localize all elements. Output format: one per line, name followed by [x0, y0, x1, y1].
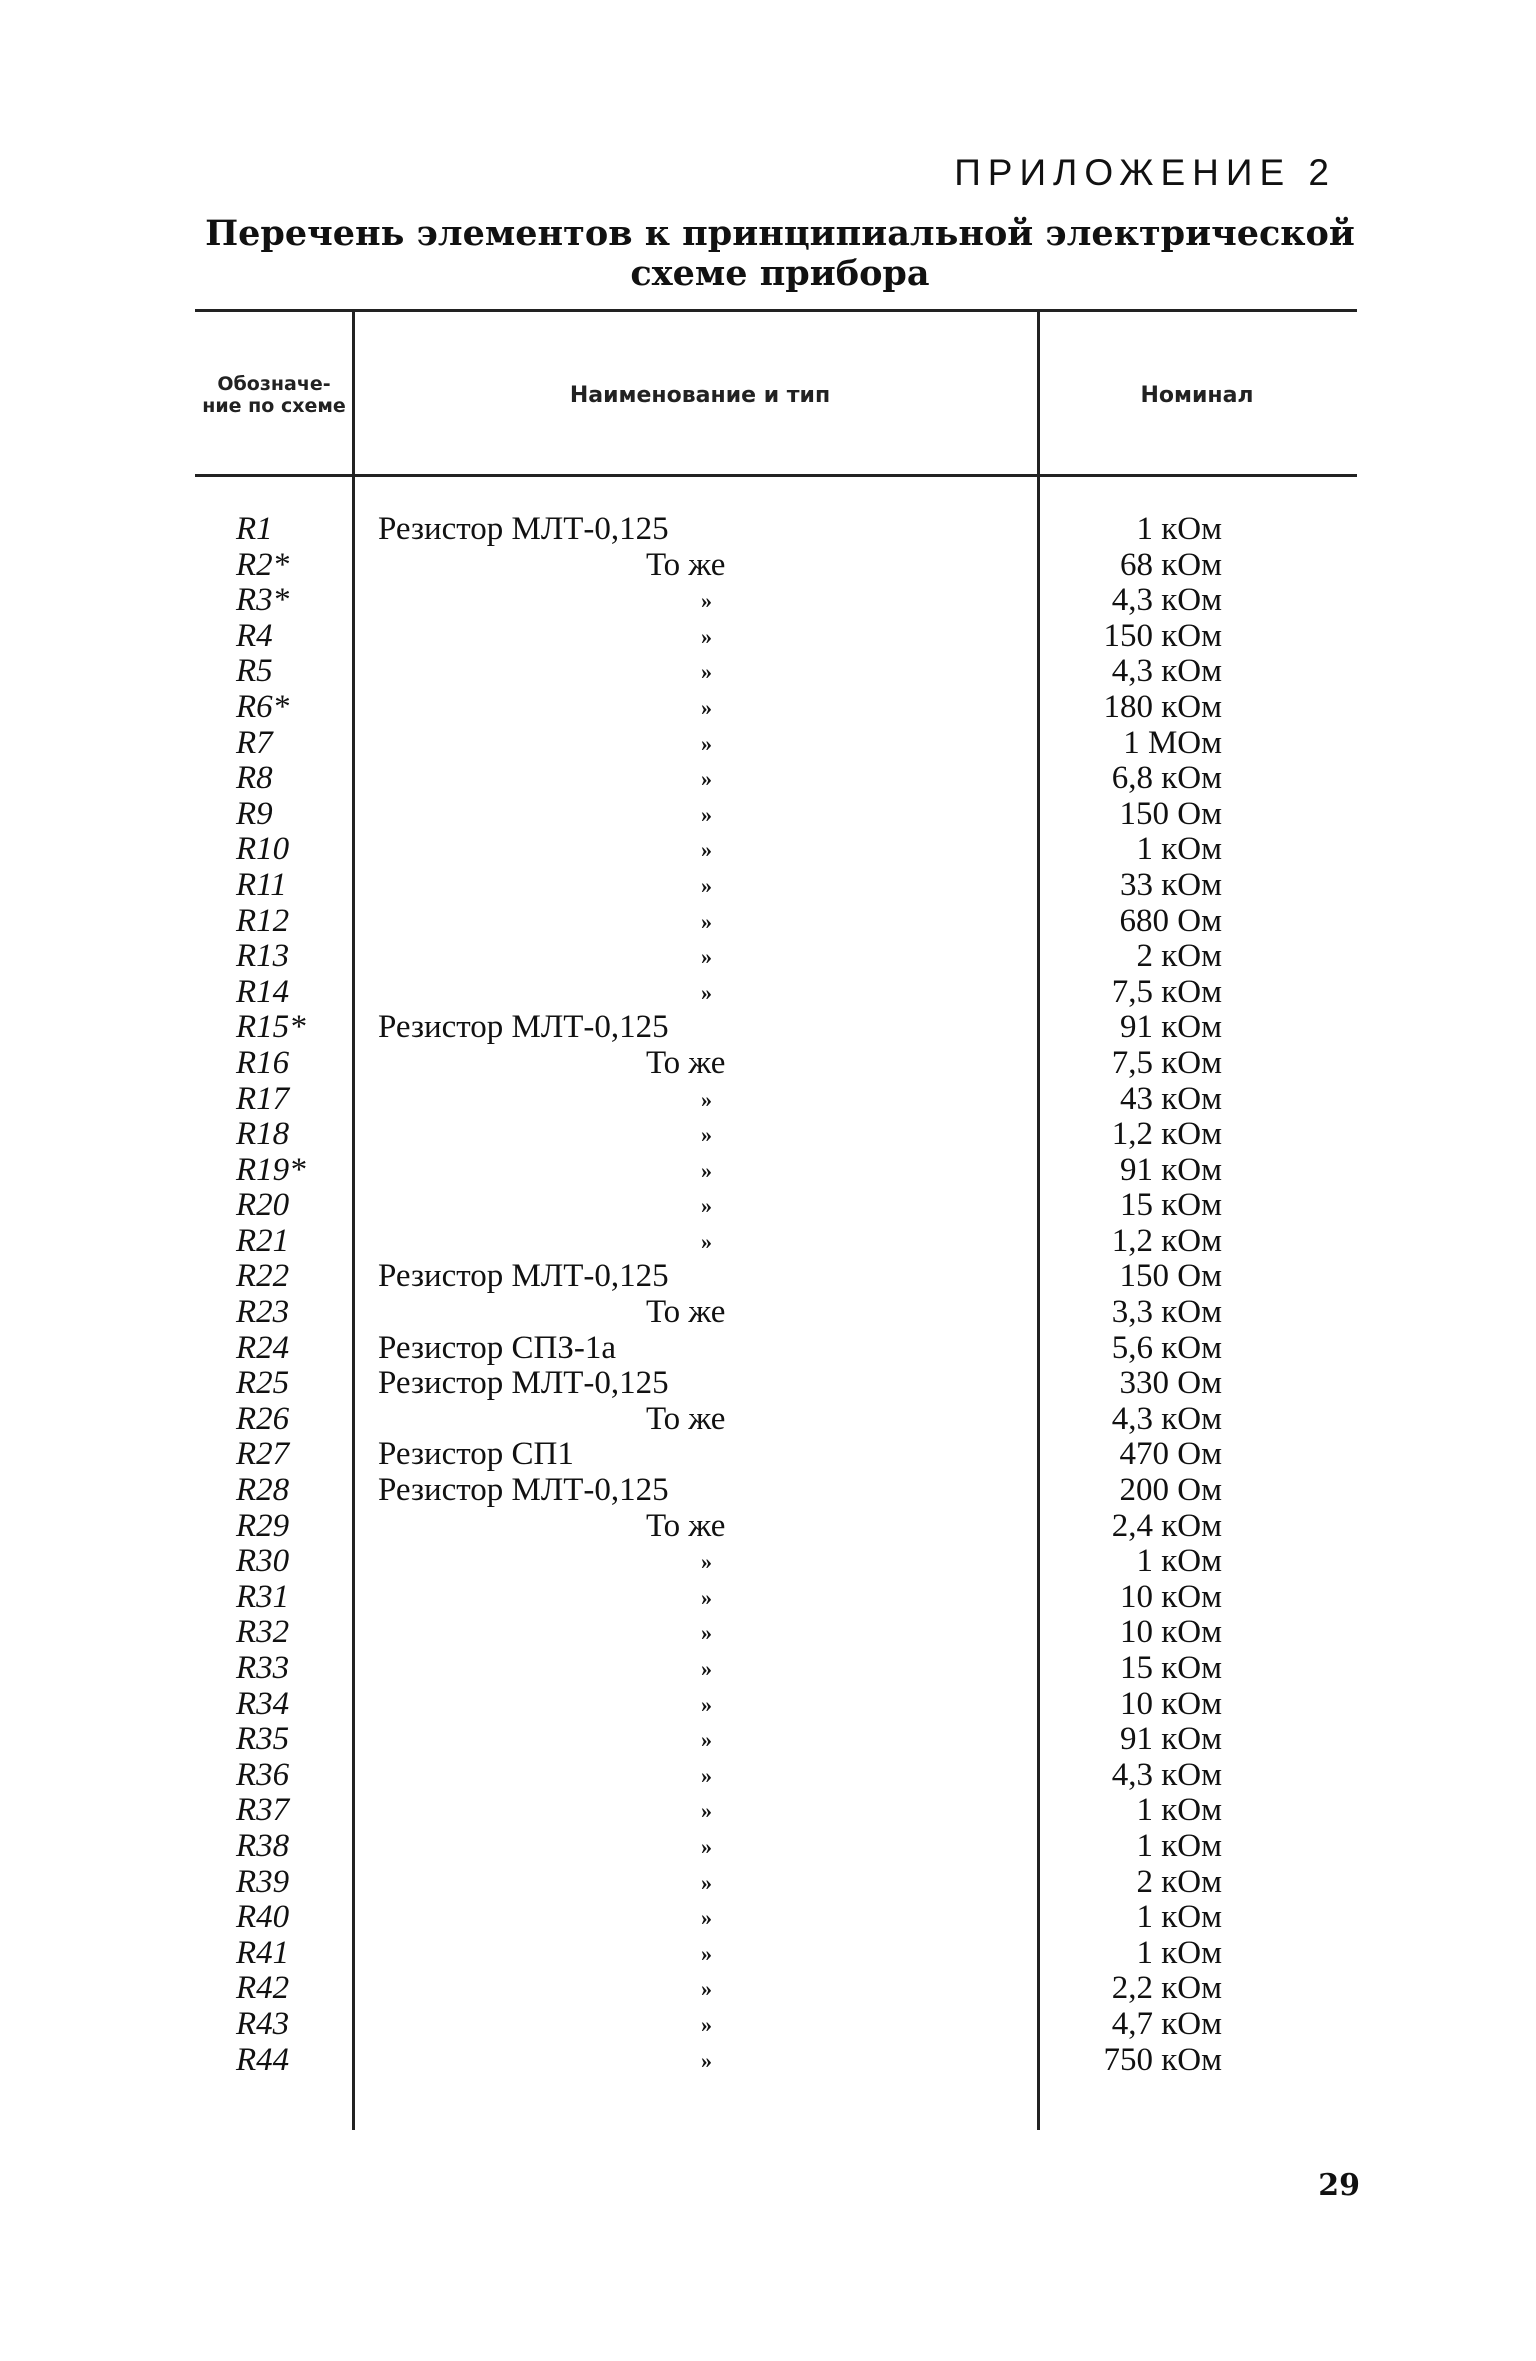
name-type-cell: »: [701, 730, 712, 756]
table-row: [0, 1865, 1536, 1901]
nominal-cell: 1 кОм: [1136, 1543, 1222, 1580]
designation-cell: R36: [236, 1756, 290, 1793]
designation-cell: R25: [236, 1365, 290, 1402]
table-row: [0, 1758, 1536, 1794]
designation-cell: R31: [236, 1578, 290, 1615]
name-type-cell: »: [701, 1620, 712, 1646]
nominal-cell: 2,4 кОм: [1111, 1507, 1222, 1544]
name-type-cell: »: [701, 979, 712, 1005]
name-type-cell: »: [701, 1086, 712, 1112]
designation-cell: R15*: [236, 1009, 306, 1046]
nominal-cell: 4,3 кОм: [1111, 653, 1222, 690]
nominal-cell: 2,2 кОм: [1111, 1970, 1222, 2007]
table-row: [0, 761, 1536, 797]
nominal-cell: 150 Ом: [1119, 795, 1222, 832]
table-row: [0, 1437, 1536, 1473]
name-type-cell: »: [701, 908, 712, 934]
table-row: [0, 726, 1536, 762]
table-row: [0, 1153, 1536, 1189]
table-row: [0, 1046, 1536, 1082]
nominal-cell: 91 кОм: [1120, 1721, 1222, 1758]
designation-cell: R24: [236, 1329, 290, 1366]
name-type-cell: То же: [646, 1507, 726, 1544]
table-row: [0, 1259, 1536, 1295]
nominal-cell: 330 Ом: [1119, 1365, 1222, 1402]
table-row: [0, 548, 1536, 584]
nominal-cell: 68 кОм: [1120, 546, 1222, 583]
nominal-cell: 4,7 кОм: [1111, 2005, 1222, 2042]
name-type-cell: То же: [646, 1400, 726, 1437]
designation-cell: R4: [236, 617, 273, 654]
name-type-cell: »: [701, 1157, 712, 1183]
name-type-cell: Резистор МЛТ-0,125: [378, 1365, 669, 1402]
nominal-cell: 15 кОм: [1120, 1187, 1222, 1224]
header-nominal: Номинал: [1140, 382, 1254, 408]
name-type-cell: »: [701, 2011, 712, 2037]
name-type-cell: »: [701, 1869, 712, 1895]
designation-cell: R13: [236, 938, 290, 975]
nominal-cell: 7,5 кОм: [1111, 1044, 1222, 1081]
name-type-cell: »: [701, 694, 712, 720]
designation-cell: R38: [236, 1827, 290, 1864]
name-type-cell: »: [701, 872, 712, 898]
name-type-cell: »: [701, 2047, 712, 2073]
table-row: [0, 1687, 1536, 1723]
nominal-cell: 1 кОм: [1136, 1792, 1222, 1829]
name-type-cell: Резистор МЛТ-0,125: [378, 1258, 669, 1295]
table-row: [0, 1188, 1536, 1224]
page-number: 29: [1318, 2168, 1360, 2203]
designation-cell: R41: [236, 1934, 290, 1971]
table-row: [0, 1615, 1536, 1651]
nominal-cell: 1 кОм: [1136, 1934, 1222, 1971]
table-top-rule: [195, 309, 1357, 312]
table-body: [0, 512, 1536, 2078]
designation-cell: R43: [236, 2005, 290, 2042]
table-row: [0, 1224, 1536, 1260]
table-row: [0, 1402, 1536, 1438]
name-type-cell: То же: [646, 546, 726, 583]
table-row: [0, 1473, 1536, 1509]
designation-cell: R34: [236, 1685, 290, 1722]
table-row: [0, 1544, 1536, 1580]
nominal-cell: 150 Ом: [1119, 1258, 1222, 1295]
table-row: [0, 1366, 1536, 1402]
nominal-cell: 91 кОм: [1120, 1151, 1222, 1188]
nominal-cell: 1 кОм: [1136, 511, 1222, 547]
name-type-cell: »: [701, 1691, 712, 1717]
nominal-cell: 150 кОм: [1103, 617, 1222, 654]
designation-cell: R11: [236, 866, 287, 903]
name-type-cell: »: [701, 1905, 712, 1931]
designation-cell: R10: [236, 831, 290, 868]
nominal-cell: 15 кОм: [1120, 1650, 1222, 1686]
name-type-cell: »: [701, 837, 712, 863]
table-row: [0, 583, 1536, 619]
designation-cell: R6*: [236, 688, 290, 725]
table-row: [0, 904, 1536, 940]
nominal-cell: 33 кОм: [1120, 866, 1222, 903]
name-type-cell: То же: [646, 1294, 726, 1331]
table-row: [0, 1971, 1536, 2007]
page-title: [200, 214, 1360, 294]
table-row: [0, 2043, 1536, 2079]
designation-cell: R14: [236, 973, 290, 1010]
designation-cell: R7: [236, 724, 273, 761]
designation-cell: R2*: [236, 546, 290, 583]
designation-cell: R28: [236, 1472, 290, 1509]
nominal-cell: 10 кОм: [1120, 1578, 1222, 1615]
designation-cell: R42: [236, 1970, 290, 2007]
nominal-cell: 3,3 кОм: [1111, 1294, 1222, 1331]
designation-cell: R26: [236, 1400, 290, 1437]
nominal-cell: 4,3 кОм: [1111, 582, 1222, 619]
name-type-cell: »: [701, 659, 712, 685]
nominal-cell: 1 кОм: [1136, 1827, 1222, 1864]
designation-cell: R37: [236, 1792, 290, 1829]
designation-cell: R21: [236, 1222, 290, 1259]
table-row: [0, 797, 1536, 833]
designation-cell: R30: [236, 1543, 290, 1580]
designation-cell: R12: [236, 902, 290, 939]
designation-cell: R20: [236, 1187, 290, 1224]
table-row: [0, 1936, 1536, 1972]
table-row: [0, 939, 1536, 975]
name-type-cell: Резистор МЛТ-0,125: [378, 1009, 669, 1046]
table-row: [0, 512, 1536, 548]
title-line-1: Перечень элементов к принципиальной электрической: [205, 213, 1355, 254]
table-row: [0, 1331, 1536, 1367]
designation-cell: R40: [236, 1899, 290, 1936]
header-name-type: Наименование и тип: [569, 382, 831, 408]
designation-cell: R17: [236, 1080, 290, 1117]
table-row: [0, 1580, 1536, 1616]
name-type-cell: »: [701, 944, 712, 970]
name-type-cell: Резистор СП1: [378, 1436, 574, 1473]
designation-cell: R35: [236, 1721, 290, 1758]
nominal-cell: 750 кОм: [1103, 2041, 1222, 2078]
table-row: [0, 654, 1536, 690]
designation-cell: R8: [236, 760, 273, 797]
table-row: [0, 1010, 1536, 1046]
table-row: [0, 1793, 1536, 1829]
name-type-cell: »: [701, 1122, 712, 1148]
designation-cell: R18: [236, 1116, 290, 1153]
designation-cell: R44: [236, 2041, 290, 2078]
table-row: [0, 2007, 1536, 2043]
nominal-cell: 1 кОм: [1136, 831, 1222, 868]
table-row: [0, 690, 1536, 726]
name-type-cell: »: [701, 1656, 712, 1681]
nominal-cell: 1 МОм: [1123, 724, 1222, 761]
nominal-cell: 5,6 кОм: [1111, 1329, 1222, 1366]
table-row: [0, 868, 1536, 904]
nominal-cell: 1,2 кОм: [1111, 1222, 1222, 1259]
designation-cell: R39: [236, 1863, 290, 1900]
designation-cell: R22: [236, 1258, 290, 1295]
name-type-cell: »: [701, 766, 712, 792]
designation-cell: R27: [236, 1436, 290, 1473]
designation-cell: R9: [236, 795, 273, 832]
title-line-2: схеме прибора: [630, 253, 930, 294]
name-type-cell: »: [701, 1193, 712, 1219]
name-type-cell: Резистор СПЗ-1а: [378, 1329, 617, 1366]
header-bottom-rule: [195, 474, 1357, 477]
designation-cell: R1: [236, 511, 273, 547]
nominal-cell: 2 кОм: [1136, 1863, 1222, 1900]
nominal-cell: 1,2 кОм: [1111, 1116, 1222, 1153]
nominal-cell: 470 Ом: [1119, 1436, 1222, 1473]
nominal-cell: 10 кОм: [1120, 1614, 1222, 1651]
name-type-cell: »: [701, 588, 712, 614]
nominal-cell: 180 кОм: [1103, 688, 1222, 725]
nominal-cell: 2 кОм: [1136, 938, 1222, 975]
table-row: [0, 1082, 1536, 1118]
nominal-cell: 6,8 кОм: [1111, 760, 1222, 797]
appendix-label: ПРИЛОЖЕНИЕ 2: [954, 152, 1336, 193]
name-type-cell: »: [701, 1976, 712, 2002]
designation-cell: R32: [236, 1614, 290, 1651]
name-type-cell: »: [701, 623, 712, 649]
table-row: [0, 1722, 1536, 1758]
name-type-cell: »: [701, 1940, 712, 1966]
table-row: [0, 1829, 1536, 1865]
table-row: [0, 832, 1536, 868]
table-row: [0, 975, 1536, 1011]
designation-cell: R5: [236, 653, 273, 690]
table-row: [0, 1900, 1536, 1936]
nominal-cell: 43 кОм: [1120, 1080, 1222, 1117]
name-type-cell: »: [701, 1727, 712, 1753]
name-type-cell: »: [701, 1228, 712, 1254]
name-type-cell: »: [701, 1762, 712, 1788]
designation-cell: R29: [236, 1507, 290, 1544]
name-type-cell: »: [701, 1584, 712, 1610]
table-row: [0, 1295, 1536, 1331]
name-type-cell: То же: [646, 1044, 726, 1081]
name-type-cell: »: [701, 1798, 712, 1824]
name-type-cell: Резистор МЛТ-0,125: [378, 1472, 669, 1509]
name-type-cell: »: [701, 801, 712, 827]
name-type-cell: Резистор МЛТ-0,125: [378, 511, 669, 547]
designation-cell: R33: [236, 1650, 290, 1686]
nominal-cell: 10 кОм: [1120, 1685, 1222, 1722]
designation-cell: R16: [236, 1044, 290, 1081]
nominal-cell: 4,3 кОм: [1111, 1756, 1222, 1793]
table-row: [0, 1651, 1536, 1687]
nominal-cell: 680 Ом: [1119, 902, 1222, 939]
nominal-cell: 91 кОм: [1120, 1009, 1222, 1046]
header-designation: Обозначе-ние по схеме: [202, 373, 346, 417]
table-row: [0, 619, 1536, 655]
nominal-cell: 7,5 кОм: [1111, 973, 1222, 1010]
table-row: [0, 1509, 1536, 1545]
designation-cell: R3*: [236, 582, 290, 619]
nominal-cell: 4,3 кОм: [1111, 1400, 1222, 1437]
table-row: [0, 1117, 1536, 1153]
nominal-cell: 1 кОм: [1136, 1899, 1222, 1936]
nominal-cell: 200 Ом: [1119, 1472, 1222, 1509]
name-type-cell: »: [701, 1833, 712, 1859]
name-type-cell: »: [701, 1549, 712, 1575]
designation-cell: R19*: [236, 1151, 306, 1188]
designation-cell: R23: [236, 1294, 290, 1331]
